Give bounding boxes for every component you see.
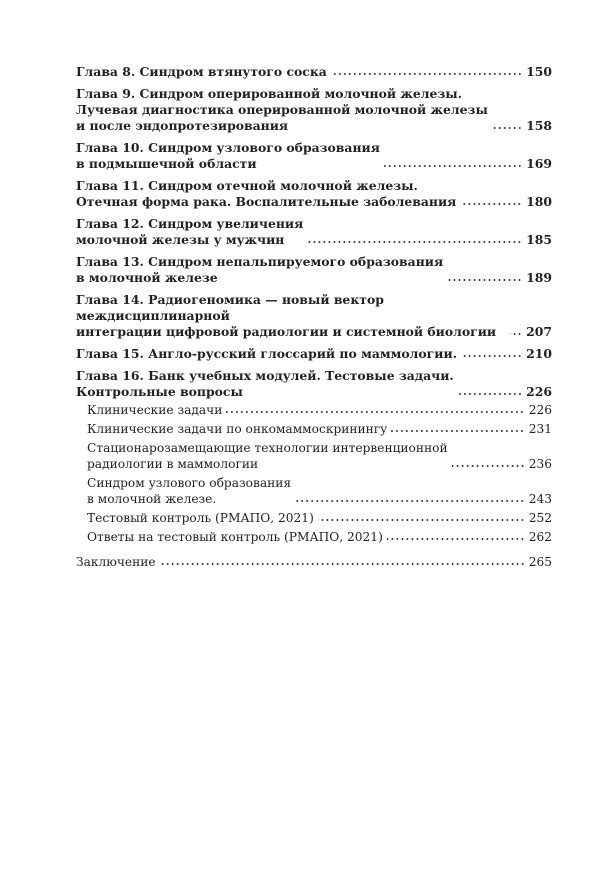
toc-subentry-interventional-radiology: [76, 440, 552, 472]
toc-entry-title: Глава 13. Синдром непальпируемого образования в молочной железе: [76, 254, 444, 285]
toc-subentry-title: Синдром узлового образования в молочной железе.: [87, 476, 292, 506]
dot-leader: [510, 332, 522, 336]
toc-entry-chapter-12: [76, 216, 552, 248]
toc-entry-page: 158: [526, 118, 552, 133]
toc-entry-title: Глава 9. Синдром оперированной молочной железы. Лучевая диагностика оперированной молочной железы и после эндопротезирования: [76, 86, 488, 133]
toc-entry-page: 226: [526, 384, 552, 399]
dot-leader: [160, 562, 525, 566]
toc-entry-page: 210: [526, 346, 552, 361]
toc-subentry-title: Ответы на тестовый контроль (РМАПО, 2021): [87, 530, 383, 544]
toc-subentry-page: 262: [528, 530, 552, 544]
toc-subentry-title: Тестовый контроль (РМАПО, 2021): [87, 511, 314, 525]
toc-entry-page: 150: [526, 64, 552, 79]
toc-entry-title: Глава 11. Синдром отечной молочной железы. Отечная форма рака. Воспалительные заболевания: [76, 178, 457, 209]
dot-leader: [461, 354, 522, 358]
toc-subentry-title: Клинические задачи: [87, 403, 223, 417]
toc-subentry-title: Стационарозамещающие технологии интервенционной радиологии в маммологии: [87, 441, 448, 471]
toc-entry-chapter-15: [76, 346, 552, 362]
toc-entry-page: 207: [526, 324, 552, 339]
dot-leader: [452, 464, 525, 468]
dot-leader: [387, 537, 525, 541]
toc-subentry-page: 236: [528, 457, 552, 471]
toc-entry-page: 169: [526, 156, 552, 171]
toc-subentry-title: Клинические задачи по онкомаммоскринингу: [87, 422, 388, 436]
toc-subentry-test-answers: [76, 529, 552, 545]
toc-entry-page: 189: [526, 270, 552, 285]
dot-leader: [391, 429, 524, 433]
table-of-contents: [76, 64, 552, 570]
toc-entry-title: Глава 12. Синдром увеличения молочной железы у мужчин: [76, 216, 304, 247]
toc-entry-title: Глава 15. Англо-русский глоссарий по маммологии.: [76, 346, 457, 361]
dot-leader: [447, 278, 522, 282]
toc-subentry-page: 243: [528, 492, 552, 506]
dot-leader: [318, 518, 525, 522]
toc-subentry-clinical-tasks: [76, 402, 552, 418]
dot-leader: [460, 202, 522, 206]
toc-entry-page: 185: [526, 232, 552, 247]
toc-entry-title: Глава 8. Синдром втянутого соска: [76, 64, 327, 79]
toc-entry-page: 265: [528, 555, 552, 569]
toc-entry-chapter-14: [76, 292, 552, 340]
toc-subentry-page: 231: [528, 422, 552, 436]
toc-entry-chapter-13: [76, 254, 552, 286]
toc-entry-chapter-16: [76, 368, 552, 400]
toc-entry-title: Глава 16. Банк учебных модулей. Тестовые задачи. Контрольные вопросы: [76, 368, 454, 399]
toc-subentry-page: 252: [528, 511, 552, 525]
toc-entry-chapter-9: [76, 86, 552, 134]
toc-entry-title: Заключение: [76, 555, 156, 569]
toc-entry-title: Глава 10. Синдром узлового образования в подмышечной области: [76, 140, 380, 171]
toc-subentry-test-control: [76, 510, 552, 526]
dot-leader: [307, 240, 522, 244]
dot-leader: [384, 164, 522, 168]
toc-entry-chapter-8: [76, 64, 552, 80]
toc-entry-conclusion: [76, 554, 552, 570]
toc-subentry-nodular-syndrome: [76, 475, 552, 507]
toc-entry-page: 180: [526, 194, 552, 209]
dot-leader: [295, 499, 525, 503]
dot-leader: [331, 72, 522, 76]
dot-leader: [492, 126, 522, 130]
toc-entry-chapter-10: [76, 140, 552, 172]
toc-entry-chapter-11: [76, 178, 552, 210]
dot-leader: [458, 392, 522, 396]
toc-entry-title: Глава 14. Радиогеномика — новый вектор междисциплинарной интеграции цифровой радиологии и системной биологии: [76, 292, 497, 339]
toc-subentry-screening-tasks: [76, 421, 552, 437]
toc-subentry-page: 226: [528, 403, 552, 417]
dot-leader: [226, 410, 524, 414]
